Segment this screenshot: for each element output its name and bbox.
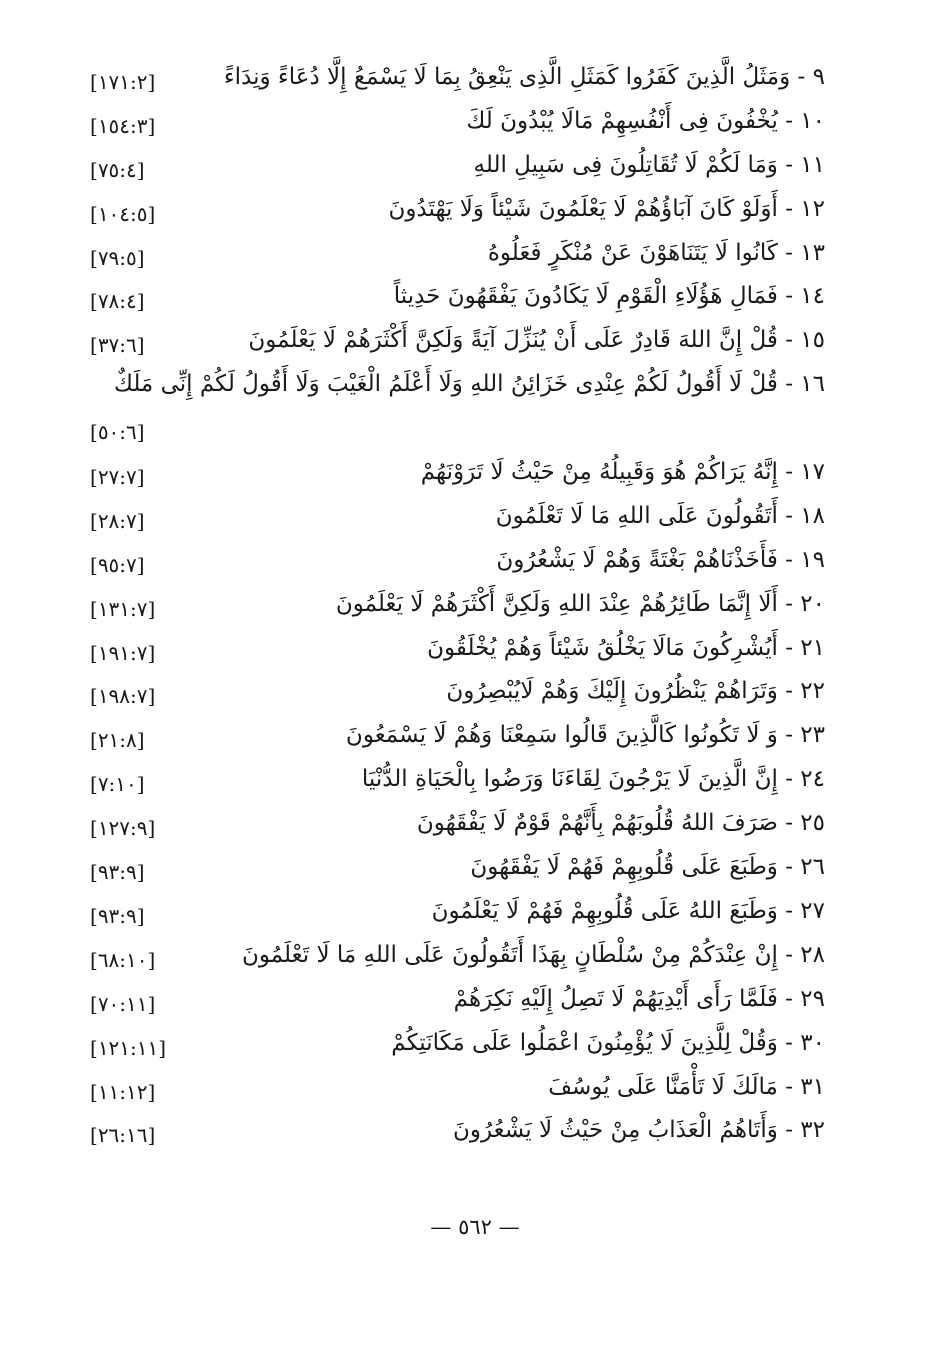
verse-entry	[90, 716, 825, 760]
verse-reference: [١٠٤:٥]	[90, 201, 156, 226]
verse-entry	[90, 980, 825, 1024]
verse-reference: [١٢٧:٩]	[90, 816, 156, 841]
verse-entry	[90, 58, 825, 102]
verse-text: ١٤ - فَمَالِ هَؤُلَاءِ الْقَوْمِ لَا يَكَادُونَ يَفْقَهُونَ حَدِيثاً	[393, 283, 825, 310]
verse-reference: [٢١:٨]	[90, 728, 145, 753]
verse-text: ١٥ - قُلْ إِنَّ اللهَ قَادِرٌ عَلَى أَنْ يُنَزِّلَ آيَةً وَلَكِنَّ أَكْثَرَهُمْ لَا يَعْلَمُونَ	[248, 327, 825, 354]
verse-text: ٢٣ - وَ لَا تَكُونُوا كَالَّذِينَ قَالُوا سَمِعْنَا وَهُمْ لَا يَسْمَعُونَ	[345, 722, 825, 749]
verse-entry	[90, 848, 825, 892]
verse-reference: [١٩١:٧]	[90, 640, 156, 665]
verse-reference: [١١:١٢]	[90, 1079, 156, 1104]
verse-text: ٢٧ - وَطَبَعَ اللهُ عَلَى قُلُوبِهِمْ فَهُمْ لَا يَعْلَمُونَ	[431, 897, 825, 924]
verse-text: ٣٢ - وَأَتَاهُمُ الْعَذَابُ مِنْ حَيْثُ لَا يَشْعُرُونَ	[452, 1117, 825, 1144]
verse-reference: [١٢١:١١]	[90, 1035, 167, 1060]
verse-reference: [٧٩:٥]	[90, 245, 145, 270]
verse-reference: [٥٠:٦]	[90, 420, 145, 445]
verse-reference: [٩٣:٩]	[90, 903, 145, 928]
verse-text: ٢٤ - إِنَّ الَّذِينَ لَا يَرْجُونَ لِقَاءَنَا وَرَضُوا بِالْحَيَاةِ الدُّنْيَا	[361, 766, 825, 793]
verse-entry	[90, 672, 825, 716]
verse-entry	[90, 1024, 825, 1068]
verse-reference: [١٩٨:٧]	[90, 684, 156, 709]
verse-entry	[90, 102, 825, 146]
verse-reference: [٣٧:٦]	[90, 333, 145, 358]
verse-entry	[90, 541, 825, 585]
verse-reference: [١٥٤:٣]	[90, 113, 156, 138]
verse-reference: [٢٨:٧]	[90, 508, 145, 533]
verse-entry	[90, 497, 825, 541]
verse-text: ٢٠ - أَلَا إِنَّمَا طَائِرُهُمْ عِنْدَ اللهِ وَلَكِنَّ أَكْثَرَهُمْ لَا يَعْلَمُونَ	[335, 590, 825, 617]
verse-entry	[90, 804, 825, 848]
verse-text: ٢٦ - وَطَبَعَ عَلَى قُلُوبِهِمْ فَهُمْ لَا يَفْقَهُونَ	[470, 854, 825, 881]
verse-reference: [١٧١:٢]	[90, 70, 156, 94]
verse-text: ٢٥ - صَرَفَ اللهُ قُلُوبَهُمْ بِأَنَّهُمْ قَوْمٌ لَا يَفْقَهُونَ	[416, 810, 825, 837]
verse-text: ١٠ - يُخْفُونَ فِى أَنْفُسِهِمْ مَالَا يُبْدُونَ لَكَ	[466, 107, 825, 134]
verse-reference: [٢٧:٧]	[90, 465, 145, 490]
verse-entry	[90, 760, 825, 804]
verse-entry	[90, 321, 825, 365]
verse-text: ٢٨ - إِنْ عِنْدَكُمْ مِنْ سُلْطَانٍ بِهَذَا أَتَقُولُونَ عَلَى اللهِ مَا لَا تَعْلَمُونَ	[241, 941, 825, 968]
verse-text: ٩ - وَمَثَلُ الَّذِينَ كَفَرُوا كَمَثَلِ الَّذِى يَنْعِقُ بِمَا لَا يَسْمَعُ إِلَّا دُعَاءً وَنِدَاءً	[223, 64, 825, 90]
verse-entry	[90, 936, 825, 980]
verse-text: ١٧ - إِنَّهُ يَرَاكُمْ هُوَ وَقَبِيلُهُ مِنْ حَيْثُ لَا تَرَوْنَهُمْ	[420, 459, 825, 486]
verse-reference: [١٣١:٧]	[90, 596, 156, 621]
verse-text: ١٨ - أَتَقُولُونَ عَلَى اللهِ مَا لَا تَعْلَمُونَ	[495, 502, 825, 529]
verse-entry	[90, 190, 825, 234]
verse-text: ٢١ - أَيُشْرِكُونَ مَالَا يَخْلُقُ شَيْئاً وَهُمْ يُخْلَقُونَ	[427, 634, 825, 661]
verse-text: ٢٩ - فَلَمَّا رَأَى أَيْدِيَهُمْ لَا تَصِلُ إِلَيْهِ نَكِرَهُمْ	[453, 985, 825, 1012]
verse-reference: [٦٨:١٠]	[90, 947, 156, 972]
verse-reference: [٧٥:٤]	[90, 157, 145, 182]
verse-reference: [٩٥:٧]	[90, 552, 145, 577]
verse-text: ٣٠ - وَقُلْ لِلَّذِينَ لَا يُؤْمِنُونَ اعْمَلُوا عَلَى مَكَانَتِكُمْ	[391, 1029, 825, 1056]
verse-entry	[90, 892, 825, 936]
page-number: — ٥٦٢ —	[430, 1215, 520, 1239]
verse-text: ١٣ - كَانُوا لَا يَتَنَاهَوْنَ عَنْ مُنْكَرٍ فَعَلُوهُ	[487, 239, 825, 266]
verse-text: ١٩ - فَأَخَذْنَاهُمْ بَغْتَةً وَهُمْ لَا يَشْعُرُونَ	[496, 546, 825, 573]
verse-entry	[90, 277, 825, 321]
verse-text: ١٦ - قُلْ لَا أَقُولُ لَكُمْ عِنْدِى خَزَائِنُ اللهِ وَلَا أَعْلَمُ الْغَيْبَ وَلَا أَقُولُ لَكُمْ إِنِّى مَلَكٌ	[113, 371, 825, 398]
verse-entry	[90, 234, 825, 278]
verse-entry	[90, 585, 825, 629]
verse-text: ٣١ - مَالَكَ لَا تَأْمَنَّا عَلَى يُوسُفَ	[548, 1073, 825, 1100]
verse-list	[90, 58, 825, 1155]
verse-entry	[90, 1068, 825, 1112]
verse-reference: [٧:١٠]	[90, 772, 145, 797]
verse-reference: [٧٠:١١]	[90, 991, 156, 1016]
verse-text: ١٢ - أَوَلَوْ كَانَ آبَاؤُهُمْ لَا يَعْلَمُونَ شَيْئاً وَلَا يَهْتَدُونَ	[388, 195, 825, 222]
verse-entry	[90, 146, 825, 190]
verse-reference: [٧٨:٤]	[90, 289, 145, 314]
verse-reference: [٩٣:٩]	[90, 860, 145, 885]
verse-entry	[90, 1111, 825, 1155]
verse-text: ٢٢ - وَتَرَاهُمْ يَنْظُرُونَ إِلَيْكَ وَهُمْ لَايُبْصِرُونَ	[446, 678, 825, 705]
verse-entry	[90, 629, 825, 673]
verse-entry	[90, 365, 825, 453]
verse-entry	[90, 453, 825, 497]
verse-text: ١١ - وَمَا لَكُمْ لَا تُقَاتِلُونَ فِى سَبِيلِ اللهِ	[473, 151, 825, 178]
verse-reference: [٢٦:١٦]	[90, 1123, 156, 1148]
